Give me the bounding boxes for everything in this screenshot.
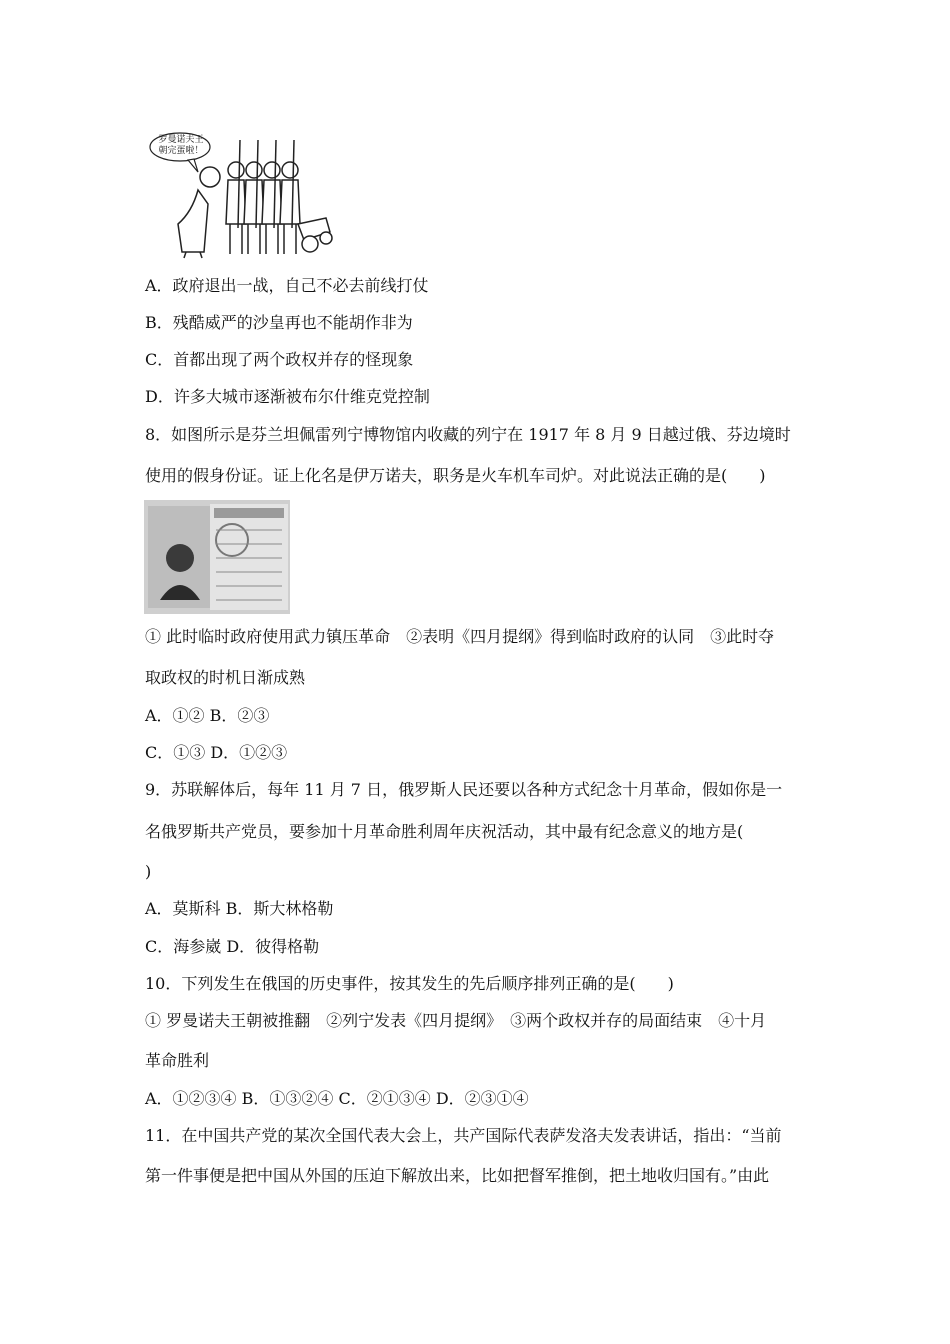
id-card-photo (144, 500, 290, 614)
q8-options-ab: A．①② B．②③ (145, 706, 270, 725)
q10-statements-line-2: 革命胜利 (145, 1051, 210, 1070)
q9-stem-line-1: 9．苏联解体后，每年 11 月 7 日，俄罗斯人民还要以各种方式纪念十月革命，假如你是一 (145, 780, 783, 799)
speech-line-2: 朝完蛋啦！ (158, 146, 204, 156)
q8-options-cd: C．①③ D．①②③ (145, 743, 288, 762)
q8-statements-line-1: ① 此时临时政府使用武力镇压革命 ②表明《四月提纲》得到临时政府的认同 ③此时夺 (145, 627, 775, 646)
id-card-photo-icon (144, 500, 290, 614)
speech-line-1: 罗曼诺夫王 (158, 135, 204, 145)
cartoon-illustration (148, 132, 333, 262)
q7-option-a: A．政府退出一战，自己不必去前线打仗 (145, 276, 429, 295)
q7-option-c: C．首都出现了两个政权并存的怪现象 (145, 350, 414, 369)
speech-bubble (156, 135, 206, 157)
q9-stem-line-2: 名俄罗斯共产党员，要参加十月革命胜利周年庆祝活动，其中最有纪念意义的地方是( (145, 822, 744, 841)
q9-stem-line-3: ) (145, 862, 152, 881)
q10-options: A．①②③④ B．①③②④ C．②①③④ D．②③①④ (145, 1089, 529, 1108)
q11-stem-line-1: 11．在中国共产党的某次全国代表大会上，共产国际代表萨发洛夫发表讲话，指出：“当前 (145, 1126, 782, 1145)
q7-option-b: B．残酷威严的沙皇再也不能胡作非为 (145, 313, 413, 332)
q7-option-d: D．许多大城市逐渐被布尔什维克党控制 (145, 387, 430, 406)
q11-stem-line-2: 第一件事便是把中国从外国的压迫下解放出来，比如把督军推倒，把土地收归国有。”由此 (145, 1166, 770, 1185)
q9-options-ab: A．莫斯科 B．斯大林格勒 (145, 899, 334, 918)
q10-stem-line-1: 10．下列发生在俄国的历史事件，按其发生的先后顺序排列正确的是( ) (145, 974, 674, 993)
q8-statements-line-2: 取政权的时机日渐成熟 (145, 668, 306, 687)
q8-stem-line-1: 8．如图所示是芬兰坦佩雷列宁博物馆内收藏的列宁在 1917 年 8 月 9 日越过俄、芬边境时 (145, 425, 791, 444)
q9-options-cd: C．海参崴 D．彼得格勒 (145, 937, 320, 956)
q8-stem-line-2: 使用的假身份证。证上化名是伊万诺夫，职务是火车机车司炉。对此说法正确的是( ) (145, 466, 766, 485)
q10-statements-line-1: ① 罗曼诺夫王朝被推翻 ②列宁发表《四月提纲》 ③两个政权并存的局面结束 ④十月 (145, 1011, 767, 1030)
